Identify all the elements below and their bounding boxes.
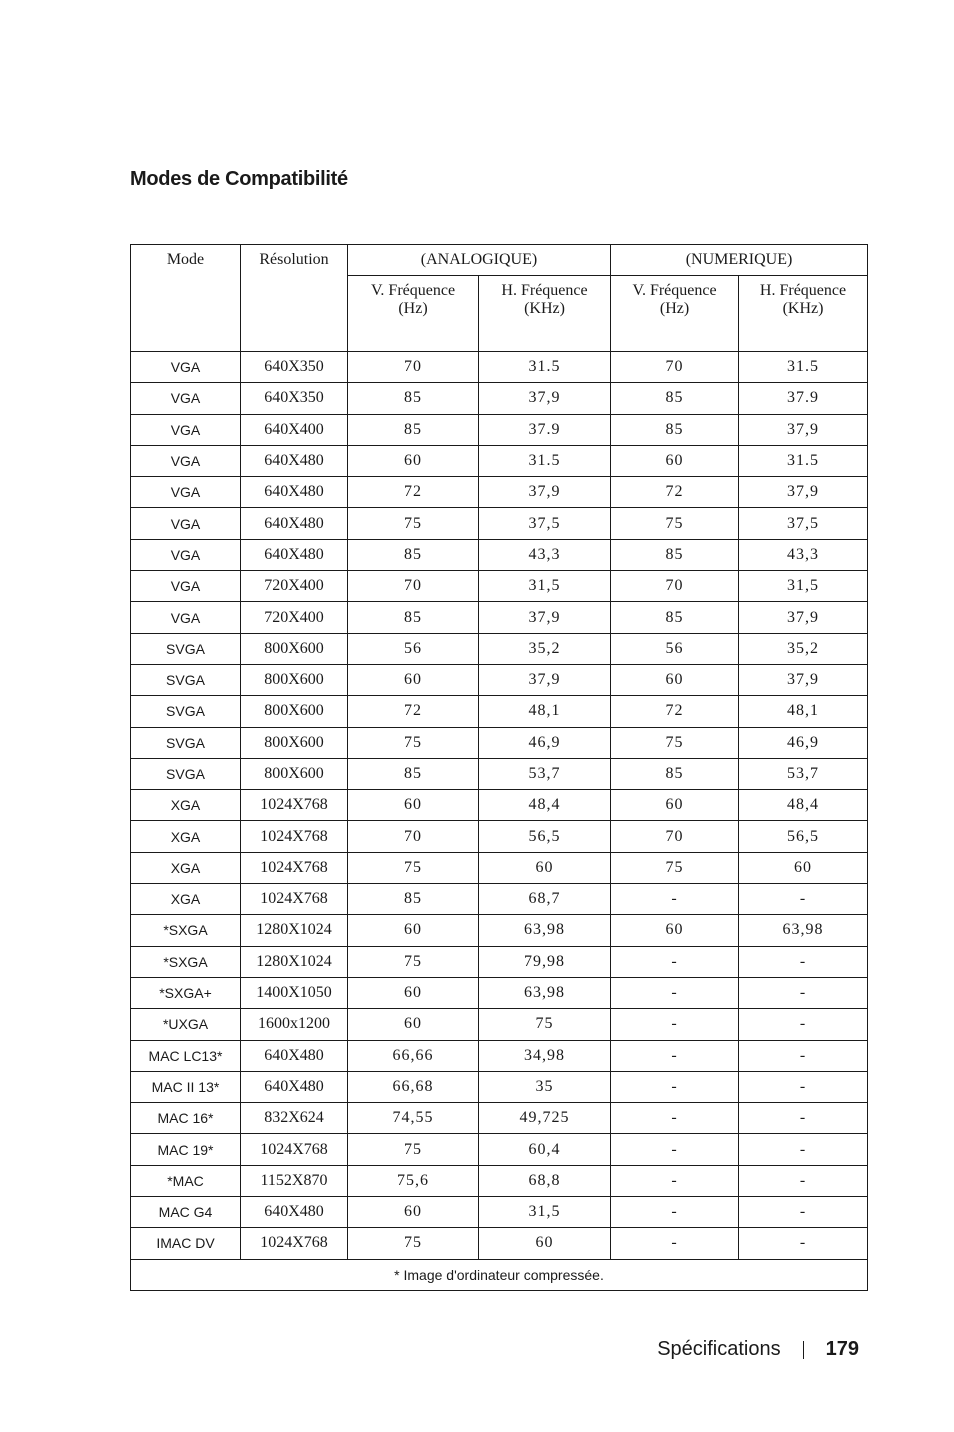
cell-analog-v: 72 <box>348 477 479 508</box>
cell-analog-v: 66,68 <box>348 1071 479 1102</box>
header-h-unit: (KHz) <box>524 300 565 317</box>
footer-section: Spécifications <box>657 1338 781 1360</box>
cell-analog-h: 63,98 <box>479 977 611 1008</box>
header-v-unit: (Hz) <box>659 300 690 317</box>
table-row <box>131 602 868 633</box>
cell-digital-v: 60 <box>611 790 739 821</box>
page-title: Modes de Compatibilité <box>130 168 348 190</box>
header-analog-v <box>348 276 479 352</box>
cell-analog-h: 37,9 <box>479 602 611 633</box>
cell-resolution: 1024X768 <box>241 852 348 883</box>
cell-digital-h: 43,3 <box>739 539 868 570</box>
cell-mode: *SXGA <box>131 946 241 977</box>
cell-analog-v: 85 <box>348 414 479 445</box>
cell-analog-v: 75 <box>348 852 479 883</box>
footer-divider <box>803 1341 804 1359</box>
table-row <box>131 383 868 414</box>
cell-analog-h: 35,2 <box>479 633 611 664</box>
cell-digital-h: - <box>739 1165 868 1196</box>
cell-analog-v: 85 <box>348 383 479 414</box>
cell-digital-v: 70 <box>611 352 739 383</box>
cell-analog-h: 35 <box>479 1071 611 1102</box>
cell-resolution: 640X350 <box>241 352 348 383</box>
cell-resolution: 1024X768 <box>241 1228 348 1259</box>
cell-analog-h: 37.9 <box>479 414 611 445</box>
cell-mode: VGA <box>131 414 241 445</box>
header-v-label: V. Fréquence <box>370 282 456 299</box>
cell-digital-v: - <box>611 1134 739 1165</box>
cell-mode: SVGA <box>131 758 241 789</box>
header-v-label: V. Fréquence <box>632 282 717 299</box>
cell-resolution: 640X400 <box>241 414 348 445</box>
cell-digital-v: 72 <box>611 696 739 727</box>
cell-analog-h: 60,4 <box>479 1134 611 1165</box>
cell-analog-h: 75 <box>479 1009 611 1040</box>
cell-mode: XGA <box>131 852 241 883</box>
cell-digital-v: 85 <box>611 539 739 570</box>
cell-analog-v: 60 <box>348 1197 479 1228</box>
cell-digital-h: 37,5 <box>739 508 868 539</box>
cell-digital-h: 37,9 <box>739 414 868 445</box>
cell-analog-h: 48,1 <box>479 696 611 727</box>
cell-digital-h: - <box>739 1009 868 1040</box>
cell-resolution: 640X480 <box>241 539 348 570</box>
cell-resolution: 1280X1024 <box>241 915 348 946</box>
cell-digital-h: - <box>739 1228 868 1259</box>
header-digital-h <box>739 276 868 352</box>
cell-digital-h: - <box>739 1134 868 1165</box>
header-mode: Mode <box>131 245 241 352</box>
cell-mode: *SXGA <box>131 915 241 946</box>
cell-mode: IMAC DV <box>131 1228 241 1259</box>
header-resolution: Résolution <box>241 245 348 352</box>
table-row <box>131 664 868 695</box>
table-row <box>131 727 868 758</box>
cell-analog-h: 60 <box>479 1228 611 1259</box>
cell-mode: VGA <box>131 539 241 570</box>
cell-analog-h: 31,5 <box>479 1197 611 1228</box>
cell-digital-v: - <box>611 946 739 977</box>
cell-analog-v: 70 <box>348 571 479 602</box>
table-row <box>131 1165 868 1196</box>
cell-resolution: 720X400 <box>241 571 348 602</box>
page-number: 179 <box>825 1338 859 1360</box>
cell-analog-h: 31.5 <box>479 445 611 476</box>
cell-analog-v: 75,6 <box>348 1165 479 1196</box>
cell-digital-v: 85 <box>611 414 739 445</box>
cell-analog-h: 53,7 <box>479 758 611 789</box>
cell-analog-v: 60 <box>348 977 479 1008</box>
cell-digital-h: - <box>739 977 868 1008</box>
cell-digital-v: 75 <box>611 508 739 539</box>
cell-resolution: 1024X768 <box>241 790 348 821</box>
cell-digital-h: 48,1 <box>739 696 868 727</box>
cell-analog-v: 75 <box>348 946 479 977</box>
cell-analog-v: 75 <box>348 1228 479 1259</box>
table-row <box>131 1040 868 1071</box>
cell-digital-h: - <box>739 1103 868 1134</box>
cell-analog-v: 85 <box>348 884 479 915</box>
cell-resolution: 800X600 <box>241 633 348 664</box>
cell-mode: MAC II 13* <box>131 1071 241 1102</box>
cell-mode: MAC 16* <box>131 1103 241 1134</box>
cell-analog-v: 72 <box>348 696 479 727</box>
cell-digital-h: 35,2 <box>739 633 868 664</box>
table-row <box>131 1071 868 1102</box>
cell-digital-h: 37,9 <box>739 477 868 508</box>
cell-digital-h: 31.5 <box>739 445 868 476</box>
cell-digital-v: - <box>611 1197 739 1228</box>
cell-analog-v: 85 <box>348 602 479 633</box>
cell-analog-v: 75 <box>348 1134 479 1165</box>
table-row <box>131 1197 868 1228</box>
cell-resolution: 640X480 <box>241 477 348 508</box>
cell-resolution: 1152X870 <box>241 1165 348 1196</box>
cell-digital-v: 60 <box>611 664 739 695</box>
cell-digital-v: 75 <box>611 852 739 883</box>
cell-mode: VGA <box>131 602 241 633</box>
table-row <box>131 477 868 508</box>
cell-mode: VGA <box>131 445 241 476</box>
cell-digital-h: 63,98 <box>739 915 868 946</box>
table-row <box>131 633 868 664</box>
cell-digital-h: 37,9 <box>739 602 868 633</box>
cell-digital-v: 56 <box>611 633 739 664</box>
cell-analog-h: 68,8 <box>479 1165 611 1196</box>
cell-analog-h: 43,3 <box>479 539 611 570</box>
cell-analog-v: 75 <box>348 508 479 539</box>
cell-digital-h: 46,9 <box>739 727 868 758</box>
cell-digital-v: - <box>611 977 739 1008</box>
header-analog: (ANALOGIQUE) <box>348 245 611 276</box>
table-row <box>131 1103 868 1134</box>
cell-analog-h: 48,4 <box>479 790 611 821</box>
cell-resolution: 640X480 <box>241 1197 348 1228</box>
cell-analog-h: 63,98 <box>479 915 611 946</box>
cell-resolution: 720X400 <box>241 602 348 633</box>
cell-mode: SVGA <box>131 727 241 758</box>
header-digital: (NUMERIQUE) <box>611 245 868 276</box>
header-h-label: H. Fréquence <box>759 282 847 299</box>
cell-analog-h: 37,9 <box>479 383 611 414</box>
cell-digital-v: 60 <box>611 915 739 946</box>
cell-analog-h: 56,5 <box>479 821 611 852</box>
cell-digital-h: - <box>739 1040 868 1071</box>
cell-analog-h: 34,98 <box>479 1040 611 1071</box>
header-v-unit: (Hz) <box>398 300 428 317</box>
cell-mode: XGA <box>131 884 241 915</box>
cell-mode: VGA <box>131 352 241 383</box>
cell-mode: XGA <box>131 821 241 852</box>
cell-analog-h: 68,7 <box>479 884 611 915</box>
cell-resolution: 832X624 <box>241 1103 348 1134</box>
cell-analog-h: 37,5 <box>479 508 611 539</box>
cell-digital-h: 31,5 <box>739 571 868 602</box>
cell-resolution: 640X480 <box>241 445 348 476</box>
cell-digital-h: - <box>739 946 868 977</box>
cell-mode: VGA <box>131 383 241 414</box>
cell-mode: *MAC <box>131 1165 241 1196</box>
table-body <box>131 352 868 1260</box>
cell-analog-h: 37,9 <box>479 664 611 695</box>
cell-digital-h: - <box>739 884 868 915</box>
header-analog-h <box>479 276 611 352</box>
cell-analog-h: 60 <box>479 852 611 883</box>
cell-digital-h: 37.9 <box>739 383 868 414</box>
cell-resolution: 1280X1024 <box>241 946 348 977</box>
cell-digital-v: 85 <box>611 602 739 633</box>
cell-digital-h: - <box>739 1071 868 1102</box>
table-row <box>131 1009 868 1040</box>
cell-analog-v: 70 <box>348 352 479 383</box>
cell-resolution: 1024X768 <box>241 884 348 915</box>
table-row <box>131 884 868 915</box>
table-row <box>131 1134 868 1165</box>
cell-digital-v: - <box>611 1040 739 1071</box>
header-h-label: H. Fréquence <box>501 282 588 299</box>
cell-mode: VGA <box>131 508 241 539</box>
cell-digital-h: 37,9 <box>739 664 868 695</box>
cell-resolution: 640X480 <box>241 1071 348 1102</box>
cell-digital-v: - <box>611 884 739 915</box>
page-footer <box>657 1338 859 1361</box>
table-row <box>131 946 868 977</box>
table-row <box>131 696 868 727</box>
cell-digital-v: 72 <box>611 477 739 508</box>
table-row <box>131 758 868 789</box>
cell-digital-v: 75 <box>611 727 739 758</box>
cell-analog-h: 46,9 <box>479 727 611 758</box>
cell-digital-v: - <box>611 1228 739 1259</box>
compatibility-table <box>130 244 868 1291</box>
table-row <box>131 977 868 1008</box>
cell-digital-v: 85 <box>611 383 739 414</box>
table-row <box>131 915 868 946</box>
table-row <box>131 445 868 476</box>
cell-resolution: 800X600 <box>241 696 348 727</box>
cell-resolution: 1024X768 <box>241 1134 348 1165</box>
cell-resolution: 640X480 <box>241 508 348 539</box>
cell-resolution: 1400X1050 <box>241 977 348 1008</box>
cell-digital-v: - <box>611 1165 739 1196</box>
header-digital-v <box>611 276 739 352</box>
cell-mode: MAC 19* <box>131 1134 241 1165</box>
footnote: * Image d'ordinateur compressée. <box>131 1259 868 1290</box>
table-row <box>131 539 868 570</box>
cell-analog-v: 85 <box>348 539 479 570</box>
cell-digital-v: - <box>611 1071 739 1102</box>
cell-resolution: 800X600 <box>241 727 348 758</box>
table-row <box>131 508 868 539</box>
cell-mode: MAC G4 <box>131 1197 241 1228</box>
cell-mode: VGA <box>131 571 241 602</box>
cell-analog-v: 75 <box>348 727 479 758</box>
cell-mode: SVGA <box>131 633 241 664</box>
cell-digital-v: 85 <box>611 758 739 789</box>
cell-analog-v: 60 <box>348 790 479 821</box>
cell-analog-h: 31.5 <box>479 352 611 383</box>
cell-analog-h: 79,98 <box>479 946 611 977</box>
cell-digital-v: - <box>611 1103 739 1134</box>
cell-digital-h: 60 <box>739 852 868 883</box>
header-h-unit: (KHz) <box>782 300 824 317</box>
cell-mode: MAC LC13* <box>131 1040 241 1071</box>
cell-mode: SVGA <box>131 664 241 695</box>
cell-analog-h: 49,725 <box>479 1103 611 1134</box>
table-row <box>131 790 868 821</box>
cell-mode: XGA <box>131 790 241 821</box>
table-row <box>131 414 868 445</box>
cell-mode: SVGA <box>131 696 241 727</box>
cell-digital-v: 70 <box>611 821 739 852</box>
table-row <box>131 852 868 883</box>
cell-digital-h: - <box>739 1197 868 1228</box>
cell-mode: VGA <box>131 477 241 508</box>
cell-analog-v: 60 <box>348 1009 479 1040</box>
cell-resolution: 1600x1200 <box>241 1009 348 1040</box>
table-row <box>131 571 868 602</box>
cell-mode: *UXGA <box>131 1009 241 1040</box>
cell-resolution: 640X480 <box>241 1040 348 1071</box>
cell-resolution: 800X600 <box>241 664 348 695</box>
cell-resolution: 800X600 <box>241 758 348 789</box>
cell-digital-v: 70 <box>611 571 739 602</box>
cell-analog-v: 66,66 <box>348 1040 479 1071</box>
table-row <box>131 821 868 852</box>
cell-analog-h: 31,5 <box>479 571 611 602</box>
cell-digital-h: 48,4 <box>739 790 868 821</box>
cell-analog-v: 74,55 <box>348 1103 479 1134</box>
cell-analog-v: 60 <box>348 664 479 695</box>
cell-analog-v: 85 <box>348 758 479 789</box>
cell-digital-h: 53,7 <box>739 758 868 789</box>
cell-analog-v: 60 <box>348 915 479 946</box>
cell-analog-v: 70 <box>348 821 479 852</box>
cell-analog-v: 56 <box>348 633 479 664</box>
cell-resolution: 640X350 <box>241 383 348 414</box>
cell-resolution: 1024X768 <box>241 821 348 852</box>
cell-digital-v: - <box>611 1009 739 1040</box>
cell-analog-h: 37,9 <box>479 477 611 508</box>
cell-digital-h: 31.5 <box>739 352 868 383</box>
table-row <box>131 352 868 383</box>
cell-mode: *SXGA+ <box>131 977 241 1008</box>
table-row <box>131 1228 868 1259</box>
cell-digital-v: 60 <box>611 445 739 476</box>
cell-digital-h: 56,5 <box>739 821 868 852</box>
cell-analog-v: 60 <box>348 445 479 476</box>
